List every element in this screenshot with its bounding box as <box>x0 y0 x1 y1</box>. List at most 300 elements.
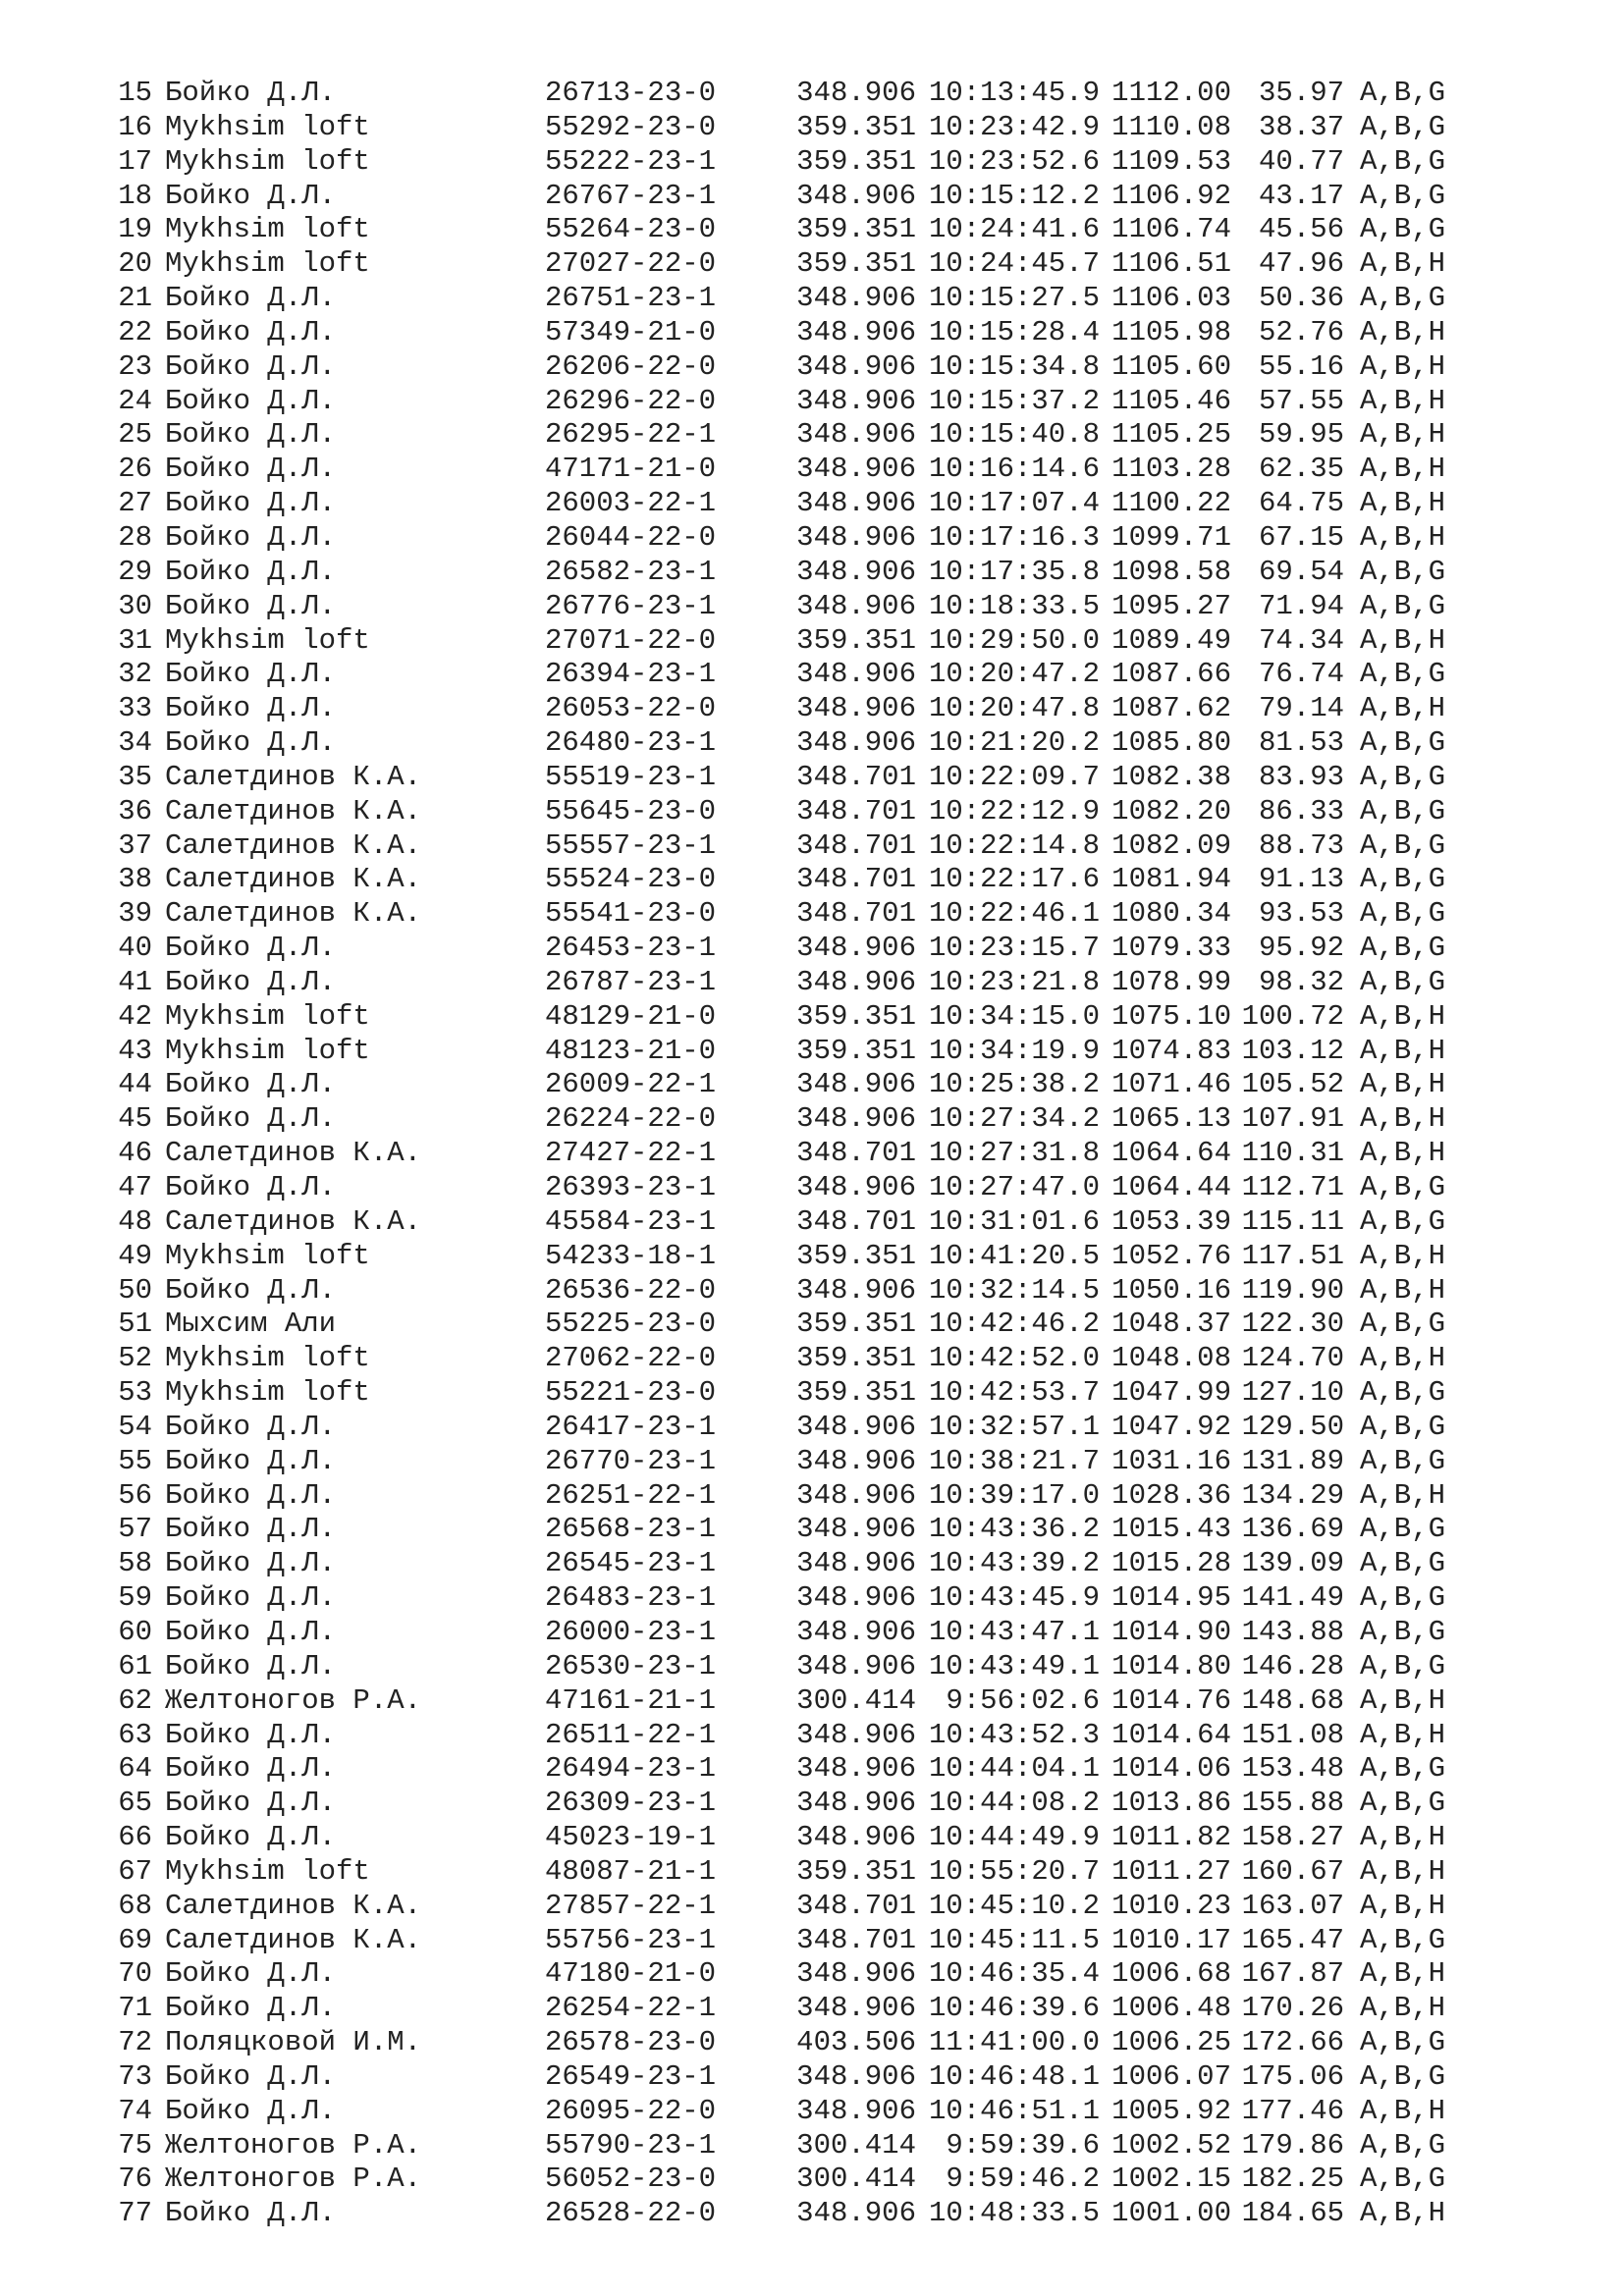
groups-cell: A,B,H <box>1360 418 1446 452</box>
coefficient-cell: 143.88 <box>1241 1615 1344 1648</box>
groups-cell: A,B,G <box>1360 932 1446 965</box>
fancier-name-cell: Mykhsim loft <box>165 1239 370 1272</box>
speed-cell: 1105.98 <box>1111 315 1231 348</box>
groups-cell: A,B,G <box>1360 760 1446 793</box>
ring-number-cell: 27427-22-1 <box>545 1137 717 1170</box>
fancier-name-cell: Салетдинов К.А. <box>165 1137 422 1170</box>
coefficient-cell: 83.93 <box>1258 760 1344 793</box>
distance-cell: 348.906 <box>796 1410 916 1443</box>
arrival-time-cell: 10:23:15.7 <box>928 932 1100 965</box>
ring-number-cell: 54233-18-1 <box>545 1239 717 1272</box>
ring-number-cell: 26536-22-0 <box>545 1273 717 1307</box>
fancier-name-cell: Бойко Д.Л. <box>165 658 337 691</box>
distance-cell: 348.906 <box>796 1273 916 1307</box>
ring-number-cell: 45023-19-1 <box>545 1821 717 1854</box>
groups-cell: A,B,G <box>1360 828 1446 862</box>
groups-cell: A,B,H <box>1360 999 1446 1033</box>
place-cell: 62 <box>118 1683 152 1717</box>
arrival-time-cell: 10:15:28.4 <box>928 315 1100 348</box>
distance-cell: 348.906 <box>796 965 916 998</box>
speed-cell: 1081.94 <box>1111 863 1231 896</box>
fancier-name-cell: Mykhsim loft <box>165 144 370 178</box>
fancier-name-cell: Бойко Д.Л. <box>165 1752 337 1786</box>
coefficient-cell: 43.17 <box>1258 179 1344 212</box>
place-cell: 56 <box>118 1478 152 1512</box>
groups-cell: A,B,G <box>1360 1513 1446 1546</box>
arrival-time-cell: 10:46:51.1 <box>928 2094 1100 2127</box>
place-cell: 71 <box>118 1992 152 2025</box>
groups-cell: A,B,H <box>1360 1034 1446 1067</box>
speed-cell: 1105.46 <box>1111 384 1231 417</box>
ring-number-cell: 47161-21-1 <box>545 1683 717 1717</box>
speed-cell: 1031.16 <box>1111 1444 1231 1477</box>
speed-cell: 1082.20 <box>1111 794 1231 828</box>
distance-cell: 348.906 <box>796 487 916 520</box>
arrival-time-cell: 10:16:14.6 <box>928 453 1100 486</box>
fancier-name-cell: Желтоногов Р.А. <box>165 2163 422 2196</box>
place-cell: 51 <box>118 1308 152 1341</box>
arrival-time-cell: 10:23:42.9 <box>928 110 1100 143</box>
arrival-time-cell: 10:25:38.2 <box>928 1068 1100 1101</box>
ring-number-cell: 26009-22-1 <box>545 1068 717 1101</box>
fancier-name-cell: Бойко Д.Л. <box>165 349 337 383</box>
distance-cell: 359.351 <box>796 1376 916 1410</box>
distance-cell: 348.701 <box>796 863 916 896</box>
groups-cell: A,B,H <box>1360 1273 1446 1307</box>
place-cell: 23 <box>118 349 152 383</box>
groups-cell: A,B,G <box>1360 794 1446 828</box>
place-cell: 43 <box>118 1034 152 1067</box>
coefficient-cell: 124.70 <box>1241 1342 1344 1375</box>
arrival-time-cell: 10:31:01.6 <box>928 1204 1100 1238</box>
place-cell: 47 <box>118 1171 152 1203</box>
coefficient-cell: 88.73 <box>1258 828 1344 862</box>
fancier-name-cell: Бойко Д.Л. <box>165 315 337 348</box>
coefficient-cell: 175.06 <box>1241 2059 1344 2093</box>
coefficient-cell: 151.08 <box>1241 1718 1344 1751</box>
coefficient-cell: 107.91 <box>1241 1102 1344 1136</box>
coefficient-cell: 110.31 <box>1241 1137 1344 1170</box>
groups-cell: A,B,H <box>1360 384 1446 417</box>
place-cell: 17 <box>118 144 152 178</box>
place-cell: 42 <box>118 999 152 1033</box>
fancier-name-cell: Бойко Д.Л. <box>165 1649 337 1682</box>
coefficient-cell: 52.76 <box>1258 315 1344 348</box>
distance-cell: 348.906 <box>796 1787 916 1820</box>
distance-cell: 348.906 <box>796 1649 916 1682</box>
fancier-name-cell: Желтоногов Р.А. <box>165 1683 422 1717</box>
arrival-time-cell: 10:17:35.8 <box>928 555 1100 588</box>
fancier-name-cell: Салетдинов К.А. <box>165 794 422 828</box>
fancier-name-cell: Бойко Д.Л. <box>165 1787 337 1820</box>
speed-cell: 1106.03 <box>1111 282 1231 315</box>
ring-number-cell: 26393-23-1 <box>545 1171 717 1203</box>
speed-cell: 1080.34 <box>1111 897 1231 931</box>
speed-cell: 1085.80 <box>1111 726 1231 760</box>
arrival-time-cell: 10:32:14.5 <box>928 1273 1100 1307</box>
arrival-time-cell: 10:44:08.2 <box>928 1787 1100 1820</box>
speed-cell: 1015.28 <box>1111 1547 1231 1580</box>
groups-cell: A,B,H <box>1360 623 1446 657</box>
coefficient-cell: 153.48 <box>1241 1752 1344 1786</box>
groups-cell: A,B,G <box>1360 2163 1446 2196</box>
place-cell: 28 <box>118 520 152 554</box>
groups-cell: A,B,G <box>1360 1308 1446 1341</box>
ring-number-cell: 26044-22-0 <box>545 520 717 554</box>
speed-cell: 1002.15 <box>1111 2163 1231 2196</box>
coefficient-cell: 57.55 <box>1258 384 1344 417</box>
groups-cell: A,B,H <box>1360 1239 1446 1272</box>
groups-cell: A,B,G <box>1360 1787 1446 1820</box>
arrival-time-cell: 10:24:45.7 <box>928 247 1100 281</box>
coefficient-cell: 50.36 <box>1258 282 1344 315</box>
distance-cell: 348.906 <box>796 1752 916 1786</box>
fancier-name-cell: Mykhsim loft <box>165 213 370 246</box>
coefficient-cell: 71.94 <box>1258 589 1344 622</box>
ring-number-cell: 55264-23-0 <box>545 213 717 246</box>
fancier-name-cell: Бойко Д.Л. <box>165 2094 337 2127</box>
coefficient-cell: 182.25 <box>1241 2163 1344 2196</box>
arrival-time-cell: 10:15:27.5 <box>928 282 1100 315</box>
distance-cell: 348.906 <box>796 1718 916 1751</box>
coefficient-cell: 91.13 <box>1258 863 1344 896</box>
arrival-time-cell: 10:17:16.3 <box>928 520 1100 554</box>
place-cell: 53 <box>118 1376 152 1410</box>
arrival-time-cell: 10:46:35.4 <box>928 1957 1100 1991</box>
place-cell: 37 <box>118 828 152 862</box>
place-cell: 61 <box>118 1649 152 1682</box>
speed-cell: 1011.82 <box>1111 1821 1231 1854</box>
fancier-name-cell: Бойко Д.Л. <box>165 1992 337 2025</box>
distance-cell: 348.906 <box>796 589 916 622</box>
arrival-time-cell: 10:23:52.6 <box>928 144 1100 178</box>
place-cell: 46 <box>118 1137 152 1170</box>
fancier-name-cell: Mykhsim loft <box>165 247 370 281</box>
fancier-name-cell: Салетдинов К.А. <box>165 760 422 793</box>
coefficient-cell: 69.54 <box>1258 555 1344 588</box>
speed-cell: 1050.16 <box>1111 1273 1231 1307</box>
fancier-name-cell: Бойко Д.Л. <box>165 1615 337 1648</box>
place-cell: 59 <box>118 1581 152 1615</box>
speed-cell: 1052.76 <box>1111 1239 1231 1272</box>
speed-cell: 1106.92 <box>1111 179 1231 212</box>
distance-cell: 348.906 <box>796 658 916 691</box>
groups-cell: A,B,G <box>1360 2026 1446 2059</box>
arrival-time-cell: 10:38:21.7 <box>928 1444 1100 1477</box>
coefficient-cell: 93.53 <box>1258 897 1344 931</box>
speed-cell: 1105.25 <box>1111 418 1231 452</box>
place-cell: 44 <box>118 1068 152 1101</box>
ring-number-cell: 26453-23-1 <box>545 932 717 965</box>
fancier-name-cell: Салетдинов К.А. <box>165 863 422 896</box>
speed-cell: 1006.68 <box>1111 1957 1231 1991</box>
groups-cell: A,B,G <box>1360 1171 1446 1203</box>
speed-cell: 1079.33 <box>1111 932 1231 965</box>
fancier-name-cell: Салетдинов К.А. <box>165 1889 422 1922</box>
arrival-time-cell: 10:22:46.1 <box>928 897 1100 931</box>
ring-number-cell: 26394-23-1 <box>545 658 717 691</box>
speed-cell: 1015.43 <box>1111 1513 1231 1546</box>
coefficient-cell: 122.30 <box>1241 1308 1344 1341</box>
speed-cell: 1065.13 <box>1111 1102 1231 1136</box>
groups-cell: A,B,H <box>1360 1992 1446 2025</box>
place-cell: 36 <box>118 794 152 828</box>
speed-cell: 1006.25 <box>1111 2026 1231 2059</box>
place-cell: 60 <box>118 1615 152 1648</box>
place-cell: 74 <box>118 2094 152 2127</box>
ring-number-cell: 55292-23-0 <box>545 110 717 143</box>
arrival-time-cell: 10:42:52.0 <box>928 1342 1100 1375</box>
distance-cell: 348.906 <box>796 692 916 725</box>
distance-cell: 348.906 <box>796 1581 916 1615</box>
arrival-time-cell: 10:48:33.5 <box>928 2197 1100 2230</box>
ring-number-cell: 55225-23-0 <box>545 1308 717 1341</box>
ring-number-cell: 26545-23-1 <box>545 1547 717 1580</box>
place-cell: 75 <box>118 2128 152 2162</box>
groups-cell: A,B,G <box>1360 1410 1446 1443</box>
place-cell: 33 <box>118 692 152 725</box>
groups-cell: A,B,G <box>1360 77 1446 109</box>
speed-cell: 1047.99 <box>1111 1376 1231 1410</box>
ring-number-cell: 26787-23-1 <box>545 965 717 998</box>
coefficient-cell: 115.11 <box>1241 1204 1344 1238</box>
groups-cell: A,B,G <box>1360 589 1446 622</box>
place-cell: 57 <box>118 1513 152 1546</box>
fancier-name-cell: Салетдинов К.А. <box>165 897 422 931</box>
distance-cell: 403.506 <box>796 2026 916 2059</box>
distance-cell: 348.906 <box>796 1615 916 1648</box>
fancier-name-cell: Бойко Д.Л. <box>165 384 337 417</box>
place-cell: 22 <box>118 315 152 348</box>
ring-number-cell: 26494-23-1 <box>545 1752 717 1786</box>
ring-number-cell: 27027-22-0 <box>545 247 717 281</box>
place-cell: 24 <box>118 384 152 417</box>
groups-cell: A,B,G <box>1360 1444 1446 1477</box>
ring-number-cell: 55557-23-1 <box>545 828 717 862</box>
speed-cell: 1074.83 <box>1111 1034 1231 1067</box>
coefficient-cell: 117.51 <box>1241 1239 1344 1272</box>
groups-cell: A,B,H <box>1360 1683 1446 1717</box>
coefficient-cell: 38.37 <box>1258 110 1344 143</box>
arrival-time-cell: 10:23:21.8 <box>928 965 1100 998</box>
arrival-time-cell: 10:43:45.9 <box>928 1581 1100 1615</box>
coefficient-cell: 129.50 <box>1241 1410 1344 1443</box>
ring-number-cell: 26000-23-1 <box>545 1615 717 1648</box>
distance-cell: 359.351 <box>796 213 916 246</box>
speed-cell: 1075.10 <box>1111 999 1231 1033</box>
speed-cell: 1013.86 <box>1111 1787 1231 1820</box>
distance-cell: 348.906 <box>796 555 916 588</box>
place-cell: 50 <box>118 1273 152 1307</box>
ring-number-cell: 26003-22-1 <box>545 487 717 520</box>
groups-cell: A,B,H <box>1360 1957 1446 1991</box>
ring-number-cell: 26511-22-1 <box>545 1718 717 1751</box>
groups-cell: A,B,G <box>1360 2059 1446 2093</box>
fancier-name-cell: Бойко Д.Л. <box>165 1068 337 1101</box>
arrival-time-cell: 10:46:48.1 <box>928 2059 1100 2093</box>
place-cell: 29 <box>118 555 152 588</box>
ring-number-cell: 26751-23-1 <box>545 282 717 315</box>
speed-cell: 1014.06 <box>1111 1752 1231 1786</box>
distance-cell: 359.351 <box>796 1854 916 1888</box>
distance-cell: 348.906 <box>796 1102 916 1136</box>
coefficient-cell: 179.86 <box>1241 2128 1344 2162</box>
ring-number-cell: 55524-23-0 <box>545 863 717 896</box>
fancier-name-cell: Mykhsim loft <box>165 1034 370 1067</box>
fancier-name-cell: Бойко Д.Л. <box>165 726 337 760</box>
groups-cell: A,B,G <box>1360 282 1446 315</box>
coefficient-cell: 40.77 <box>1258 144 1344 178</box>
fancier-name-cell: Поляцковой И.М. <box>165 2026 422 2059</box>
arrival-time-cell: 10:27:47.0 <box>928 1171 1100 1203</box>
place-cell: 54 <box>118 1410 152 1443</box>
ring-number-cell: 26549-23-1 <box>545 2059 717 2093</box>
ring-number-cell: 47171-21-0 <box>545 453 717 486</box>
speed-cell: 1087.62 <box>1111 692 1231 725</box>
place-cell: 34 <box>118 726 152 760</box>
arrival-time-cell: 10:18:33.5 <box>928 589 1100 622</box>
ring-number-cell: 48087-21-1 <box>545 1854 717 1888</box>
coefficient-cell: 79.14 <box>1258 692 1344 725</box>
coefficient-cell: 148.68 <box>1241 1683 1344 1717</box>
arrival-time-cell: 10:55:20.7 <box>928 1854 1100 1888</box>
fancier-name-cell: Бойко Д.Л. <box>165 520 337 554</box>
fancier-name-cell: Бойко Д.Л. <box>165 487 337 520</box>
groups-cell: A,B,G <box>1360 1204 1446 1238</box>
distance-cell: 359.351 <box>796 144 916 178</box>
fancier-name-cell: Салетдинов К.А. <box>165 1923 422 1956</box>
place-cell: 38 <box>118 863 152 896</box>
groups-cell: A,B,G <box>1360 1923 1446 1956</box>
distance-cell: 359.351 <box>796 247 916 281</box>
place-cell: 73 <box>118 2059 152 2093</box>
ring-number-cell: 26224-22-0 <box>545 1102 717 1136</box>
groups-cell: A,B,H <box>1360 453 1446 486</box>
distance-cell: 348.906 <box>796 179 916 212</box>
coefficient-cell: 163.07 <box>1241 1889 1344 1922</box>
arrival-time-cell: 10:29:50.0 <box>928 623 1100 657</box>
speed-cell: 1105.60 <box>1111 349 1231 383</box>
fancier-name-cell: Салетдинов К.А. <box>165 828 422 862</box>
coefficient-cell: 184.65 <box>1241 2197 1344 2230</box>
fancier-name-cell: Бойко Д.Л. <box>165 1410 337 1443</box>
arrival-time-cell: 10:20:47.8 <box>928 692 1100 725</box>
arrival-time-cell: 10:22:09.7 <box>928 760 1100 793</box>
ring-number-cell: 26528-22-0 <box>545 2197 717 2230</box>
fancier-name-cell: Бойко Д.Л. <box>165 453 337 486</box>
coefficient-cell: 67.15 <box>1258 520 1344 554</box>
ring-number-cell: 45584-23-1 <box>545 1204 717 1238</box>
speed-cell: 1011.27 <box>1111 1854 1231 1888</box>
arrival-time-cell: 10:41:20.5 <box>928 1239 1100 1272</box>
coefficient-cell: 112.71 <box>1241 1171 1344 1203</box>
ring-number-cell: 48129-21-0 <box>545 999 717 1033</box>
speed-cell: 1100.22 <box>1111 487 1231 520</box>
arrival-time-cell: 10:21:20.2 <box>928 726 1100 760</box>
place-cell: 66 <box>118 1821 152 1854</box>
arrival-time-cell: 10:24:41.6 <box>928 213 1100 246</box>
groups-cell: A,B,G <box>1360 726 1446 760</box>
distance-cell: 348.701 <box>796 1137 916 1170</box>
arrival-time-cell: 10:39:17.0 <box>928 1478 1100 1512</box>
speed-cell: 1028.36 <box>1111 1478 1231 1512</box>
speed-cell: 1014.76 <box>1111 1683 1231 1717</box>
arrival-time-cell: 11:41:00.0 <box>928 2026 1100 2059</box>
arrival-time-cell: 10:45:11.5 <box>928 1923 1100 1956</box>
fancier-name-cell: Бойко Д.Л. <box>165 1102 337 1136</box>
groups-cell: A,B,G <box>1360 144 1446 178</box>
arrival-time-cell: 10:34:19.9 <box>928 1034 1100 1067</box>
ring-number-cell: 26776-23-1 <box>545 589 717 622</box>
groups-cell: A,B,G <box>1360 965 1446 998</box>
place-cell: 39 <box>118 897 152 931</box>
arrival-time-cell: 10:42:46.2 <box>928 1308 1100 1341</box>
coefficient-cell: 172.66 <box>1241 2026 1344 2059</box>
arrival-time-cell: 10:43:36.2 <box>928 1513 1100 1546</box>
ring-number-cell: 57349-21-0 <box>545 315 717 348</box>
place-cell: 31 <box>118 623 152 657</box>
arrival-time-cell: 10:13:45.9 <box>928 77 1100 109</box>
place-cell: 52 <box>118 1342 152 1375</box>
speed-cell: 1106.51 <box>1111 247 1231 281</box>
speed-cell: 1047.92 <box>1111 1410 1231 1443</box>
fancier-name-cell: Mykhsim loft <box>165 1376 370 1410</box>
arrival-time-cell: 10:15:12.2 <box>928 179 1100 212</box>
fancier-name-cell: Бойко Д.Л. <box>165 932 337 965</box>
speed-cell: 1002.52 <box>1111 2128 1231 2162</box>
arrival-time-cell: 9:59:46.2 <box>946 2163 1100 2196</box>
ring-number-cell: 55645-23-0 <box>545 794 717 828</box>
fancier-name-cell: Мыхсим Али <box>165 1308 337 1341</box>
fancier-name-cell: Бойко Д.Л. <box>165 1273 337 1307</box>
ring-number-cell: 26417-23-1 <box>545 1410 717 1443</box>
fancier-name-cell: Бойко Д.Л. <box>165 2059 337 2093</box>
place-cell: 63 <box>118 1718 152 1751</box>
speed-cell: 1110.08 <box>1111 110 1231 143</box>
distance-cell: 348.906 <box>796 349 916 383</box>
place-cell: 67 <box>118 1854 152 1888</box>
place-cell: 19 <box>118 213 152 246</box>
speed-cell: 1010.23 <box>1111 1889 1231 1922</box>
fancier-name-cell: Mykhsim loft <box>165 623 370 657</box>
distance-cell: 359.351 <box>796 1239 916 1272</box>
place-cell: 20 <box>118 247 152 281</box>
arrival-time-cell: 10:15:40.8 <box>928 418 1100 452</box>
ring-number-cell: 26309-23-1 <box>545 1787 717 1820</box>
ring-number-cell: 26254-22-1 <box>545 1992 717 2025</box>
distance-cell: 348.906 <box>796 726 916 760</box>
speed-cell: 1087.66 <box>1111 658 1231 691</box>
coefficient-cell: 45.56 <box>1258 213 1344 246</box>
speed-cell: 1109.53 <box>1111 144 1231 178</box>
arrival-time-cell: 10:22:14.8 <box>928 828 1100 862</box>
distance-cell: 348.701 <box>796 828 916 862</box>
coefficient-cell: 131.89 <box>1241 1444 1344 1477</box>
ring-number-cell: 26053-22-0 <box>545 692 717 725</box>
speed-cell: 1001.00 <box>1111 2197 1231 2230</box>
speed-cell: 1106.74 <box>1111 213 1231 246</box>
distance-cell: 348.906 <box>796 1444 916 1477</box>
distance-cell: 348.906 <box>796 1068 916 1101</box>
distance-cell: 359.351 <box>796 1308 916 1341</box>
groups-cell: A,B,H <box>1360 1821 1446 1854</box>
arrival-time-cell: 10:42:53.7 <box>928 1376 1100 1410</box>
distance-cell: 359.351 <box>796 1342 916 1375</box>
arrival-time-cell: 10:44:04.1 <box>928 1752 1100 1786</box>
ring-number-cell: 55790-23-1 <box>545 2128 717 2162</box>
groups-cell: A,B,H <box>1360 2094 1446 2127</box>
coefficient-cell: 76.74 <box>1258 658 1344 691</box>
